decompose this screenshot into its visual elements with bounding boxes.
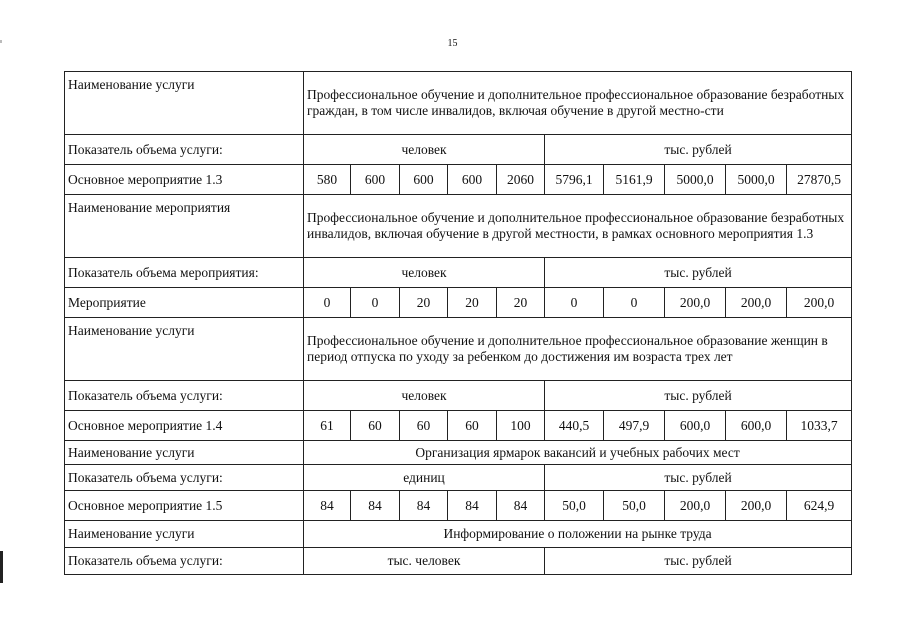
value-cell: 84: [400, 491, 448, 521]
table-row: [65, 258, 852, 288]
value-cell: 84: [448, 491, 497, 521]
value-cell: 200,0: [665, 288, 726, 318]
row-label: Показатель объема мероприятия:: [65, 258, 304, 288]
value-cell: 50,0: [604, 491, 665, 521]
row-label: Показатель объема услуги:: [65, 548, 304, 575]
value-cell: 0: [351, 288, 400, 318]
value-cell: 600: [448, 165, 497, 195]
value-cell: 440,5: [545, 411, 604, 441]
value-cell: 60: [351, 411, 400, 441]
table-row: [65, 72, 852, 135]
unit-rubles: тыс. рублей: [545, 548, 852, 575]
row-label: Основное мероприятие 1.3: [65, 165, 304, 195]
table-row: [65, 548, 852, 575]
unit-thousand-people: тыс. человек: [304, 548, 545, 575]
table-row: [65, 521, 852, 548]
value-cell: 580: [304, 165, 351, 195]
program-table: [64, 71, 852, 575]
unit-people: человек: [304, 258, 545, 288]
row-label: Наименование услуги: [65, 521, 304, 548]
scan-edge-mark: [0, 551, 3, 583]
row-label: Основное мероприятие 1.5: [65, 491, 304, 521]
service-description: Информирование о положении на рынке труда: [304, 521, 852, 548]
value-cell: 2060: [497, 165, 545, 195]
activity-description: Профессиональное обучение и дополнительное профессиональное образование безработных инвалидов, включая обучение в другой местности, в рамках основного мероприятия 1.3: [304, 195, 852, 258]
value-cell: 600,0: [665, 411, 726, 441]
unit-people: человек: [304, 135, 545, 165]
value-cell: 624,9: [787, 491, 852, 521]
value-cell: 600: [351, 165, 400, 195]
value-cell: 20: [400, 288, 448, 318]
table-row: [65, 491, 852, 521]
value-cell: 200,0: [665, 491, 726, 521]
value-cell: 5000,0: [726, 165, 787, 195]
table-row: [65, 411, 852, 441]
table-row: [65, 465, 852, 491]
row-label: Показатель объема услуги:: [65, 465, 304, 491]
value-cell: 60: [448, 411, 497, 441]
value-cell: 100: [497, 411, 545, 441]
value-cell: 200,0: [787, 288, 852, 318]
value-cell: 200,0: [726, 491, 787, 521]
unit-rubles: тыс. рублей: [545, 258, 852, 288]
table-row: [65, 441, 852, 465]
value-cell: 600,0: [726, 411, 787, 441]
value-cell: 84: [497, 491, 545, 521]
value-cell: 0: [545, 288, 604, 318]
service-description: Организация ярмарок вакансий и учебных рабочих мест: [304, 441, 852, 465]
service-description: Профессиональное обучение и дополнительное профессиональное образование женщин в период отпуска по уходу за ребенком до достижения им возраста трех лет: [304, 318, 852, 381]
value-cell: 27870,5: [787, 165, 852, 195]
value-cell: 5161,9: [604, 165, 665, 195]
value-cell: 84: [351, 491, 400, 521]
value-cell: 5000,0: [665, 165, 726, 195]
row-label: Основное мероприятие 1.4: [65, 411, 304, 441]
row-label: Наименование услуги: [65, 441, 304, 465]
row-label: Наименование мероприятия: [65, 195, 304, 258]
value-cell: 50,0: [545, 491, 604, 521]
unit-rubles: тыс. рублей: [545, 465, 852, 491]
unit-items: единиц: [304, 465, 545, 491]
unit-people: человек: [304, 381, 545, 411]
row-label: Показатель объема услуги:: [65, 135, 304, 165]
value-cell: 0: [604, 288, 665, 318]
table-row: [65, 288, 852, 318]
value-cell: 1033,7: [787, 411, 852, 441]
row-label: Мероприятие: [65, 288, 304, 318]
value-cell: 200,0: [726, 288, 787, 318]
value-cell: 497,9: [604, 411, 665, 441]
table-row: [65, 195, 852, 258]
unit-rubles: тыс. рублей: [545, 381, 852, 411]
row-label: Показатель объема услуги:: [65, 381, 304, 411]
table-row: [65, 318, 852, 381]
table-row: [65, 165, 852, 195]
value-cell: 20: [448, 288, 497, 318]
table-row: [65, 135, 852, 165]
value-cell: 60: [400, 411, 448, 441]
value-cell: 20: [497, 288, 545, 318]
unit-rubles: тыс. рублей: [545, 135, 852, 165]
value-cell: 0: [304, 288, 351, 318]
row-label: Наименование услуги: [65, 72, 304, 135]
table-row: [65, 381, 852, 411]
value-cell: 600: [400, 165, 448, 195]
value-cell: 61: [304, 411, 351, 441]
value-cell: 84: [304, 491, 351, 521]
page-number: 15: [447, 38, 458, 49]
row-label: Наименование услуги: [65, 318, 304, 381]
value-cell: 5796,1: [545, 165, 604, 195]
service-description: Профессиональное обучение и дополнительное профессиональное образование безработных граждан, в том числе инвалидов, включая обучение в другой местно-сти: [304, 72, 852, 135]
